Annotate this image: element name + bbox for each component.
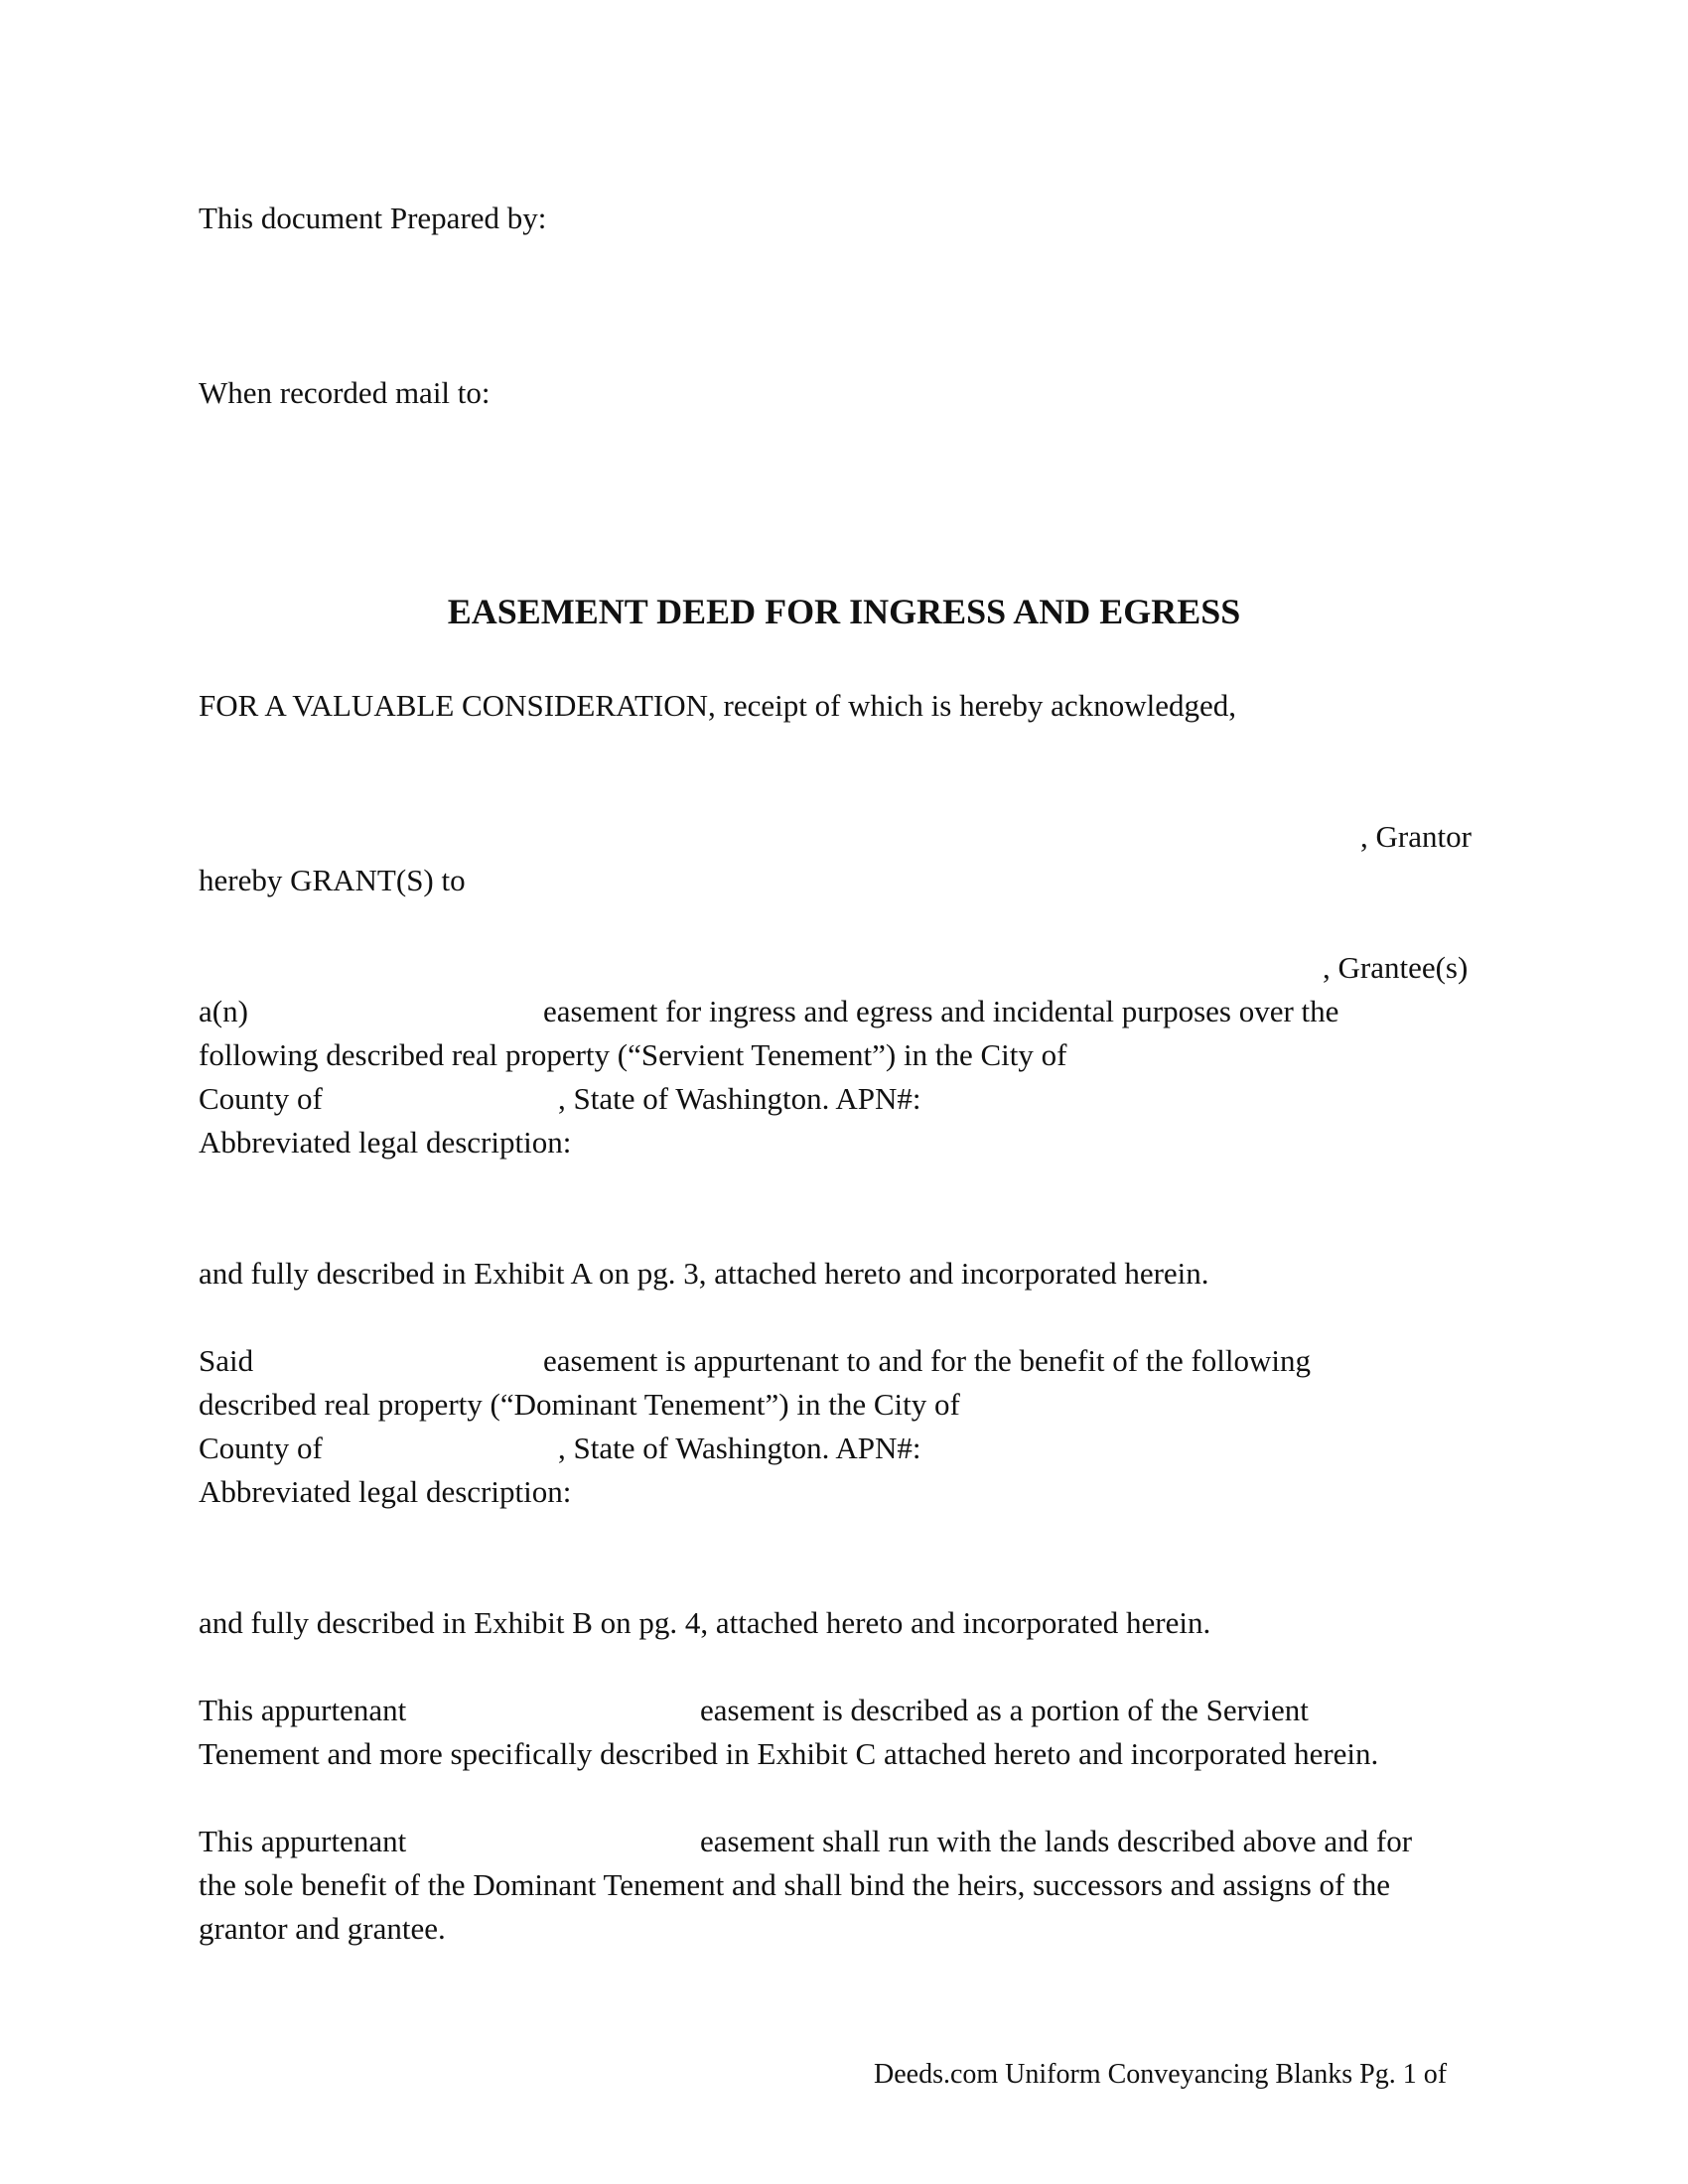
dominant-line-1: easement is appurtenant to and for the benefit of the following [543, 1343, 1312, 1378]
portion-line-2: Tenement and more specifically described in Exhibit C attached hereto and incorporated herein. [199, 1736, 1379, 1771]
dominant-county-label: County of [199, 1431, 323, 1465]
dominant-line-2: described real property (“Dominant Tenement”) in the City of [199, 1387, 960, 1422]
document-title: EASEMENT DEED FOR INGRESS AND EGRESS [447, 592, 1241, 631]
dominant-said: Said [199, 1343, 254, 1378]
mail-to-label: When recorded mail to: [199, 375, 491, 410]
servient-an: a(n) [199, 994, 248, 1028]
dominant-state-apn: , State of Washington. APN#: [558, 1431, 921, 1465]
run-line-1: easement shall run with the lands described above and for [700, 1824, 1413, 1858]
page-footer: Deeds.com Uniform Conveyancing Blanks Pg. 1 of [874, 2059, 1448, 2090]
grantor-label: , Grantor [1360, 819, 1472, 854]
portion-lead: This appurtenant [199, 1693, 407, 1727]
grant-to-text: hereby GRANT(S) to [199, 863, 466, 897]
servient-county-label: County of [199, 1081, 323, 1116]
prepared-by-label: This document Prepared by: [199, 201, 547, 235]
servient-line-2: following described real property (“Servient Tenement”) in the City of [199, 1037, 1067, 1072]
run-line-2: the sole benefit of the Dominant Tenement and shall bind the heirs, successors and assigns of the [199, 1867, 1390, 1902]
grantee-label: , Grantee(s) [1323, 950, 1469, 985]
dominant-exhibit-text: and fully described in Exhibit B on pg. 4, attached hereto and incorporated herein. [199, 1605, 1211, 1640]
servient-exhibit-text: and fully described in Exhibit A on pg. 3, attached hereto and incorporated herein. [199, 1256, 1209, 1291]
servient-state-apn: , State of Washington. APN#: [558, 1081, 921, 1116]
dominant-legal-label: Abbreviated legal description: [199, 1474, 572, 1509]
servient-legal-label: Abbreviated legal description: [199, 1125, 572, 1160]
run-lead: This appurtenant [199, 1824, 407, 1858]
consideration-text: FOR A VALUABLE CONSIDERATION, receipt of which is hereby acknowledged, [199, 688, 1236, 723]
servient-line-1: easement for ingress and egress and incidental purposes over the [543, 994, 1339, 1028]
portion-line-1: easement is described as a portion of the Servient [700, 1693, 1309, 1727]
run-line-3: grantor and grantee. [199, 1911, 446, 1946]
